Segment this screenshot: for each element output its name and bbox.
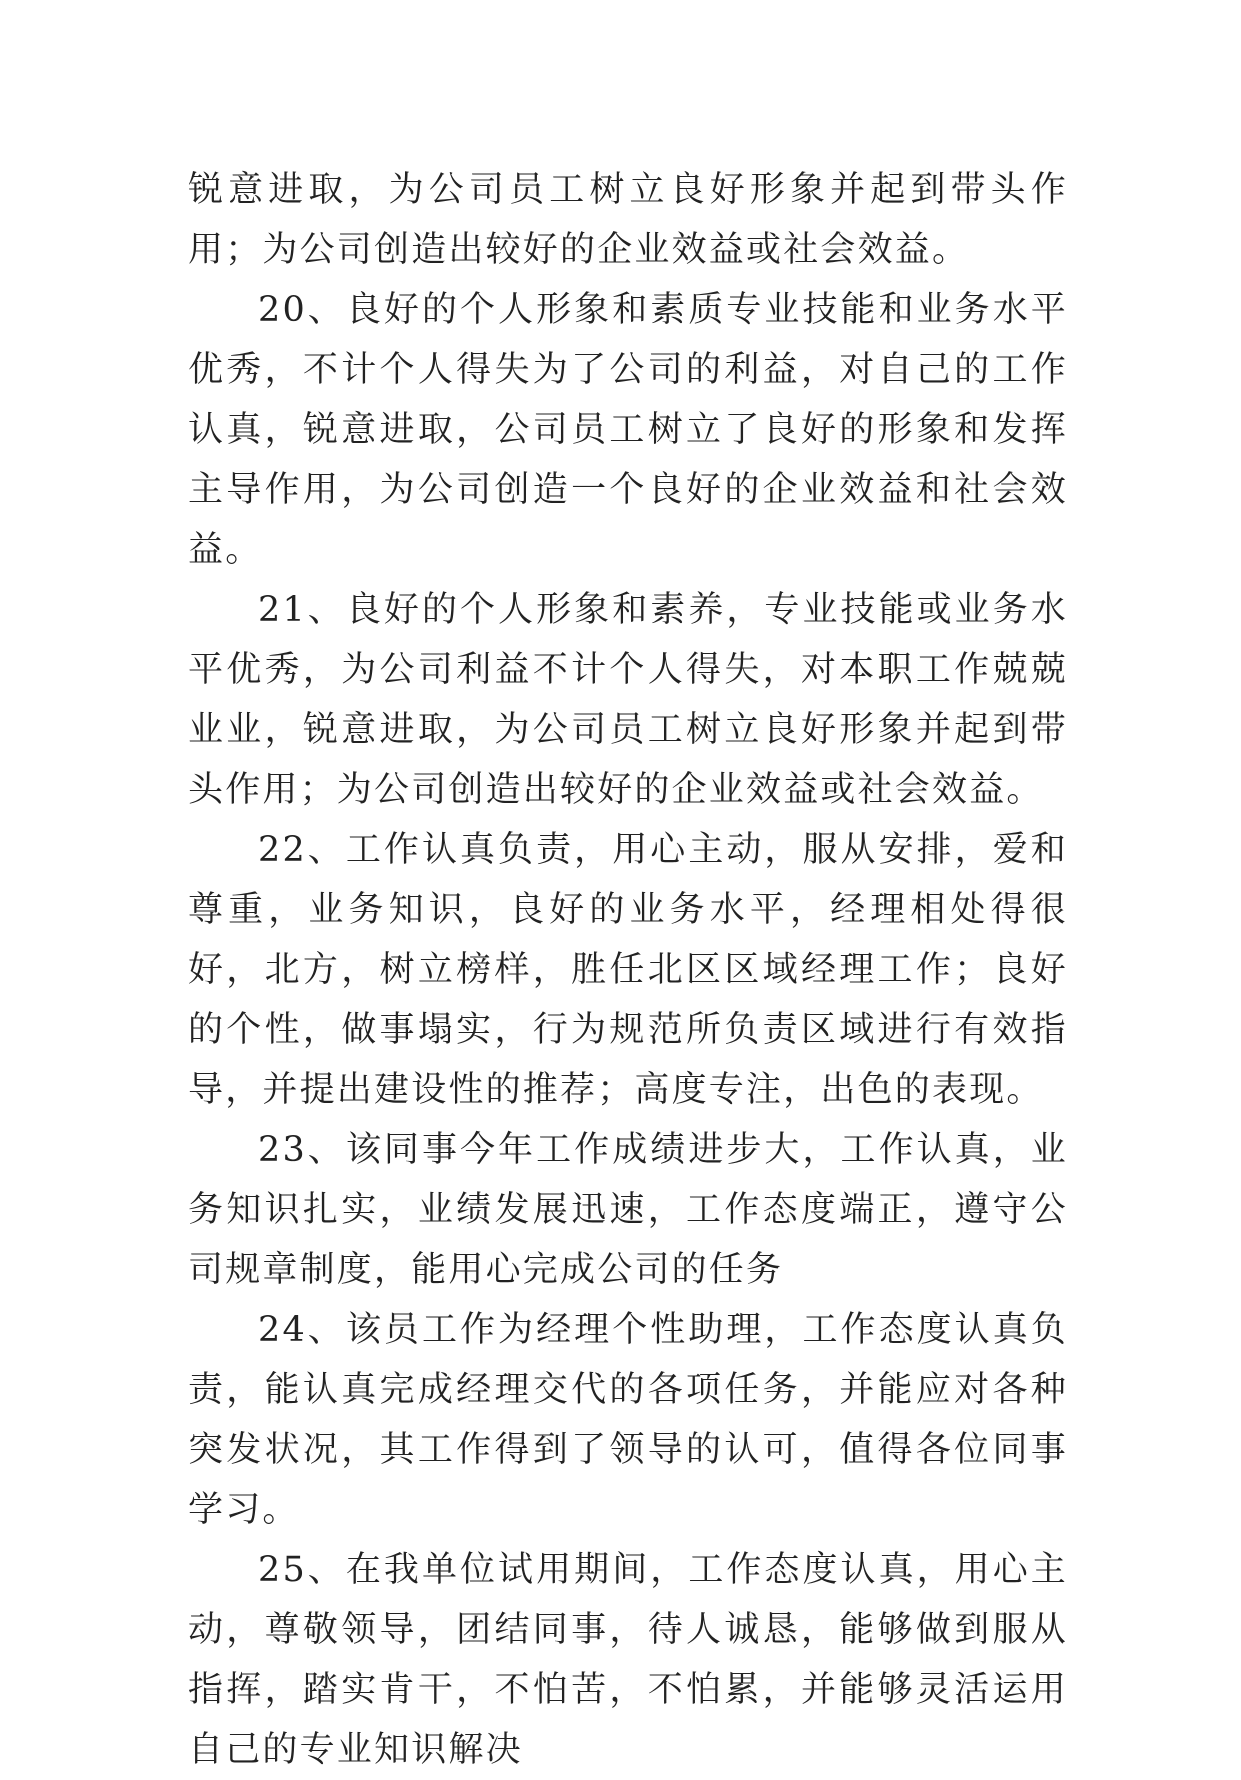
paragraph-20: 20、良好的个人形象和素质专业技能和业务水平优秀，不计个人得失为了公司的利益，对自己的工作认真，锐意进取，公司员工树立了良好的形象和发挥主导作用，为公司创造一个良好的企业效益和社会效益。: [188, 290, 1068, 570]
paragraph-19-continuation: 锐意进取，为公司员工树立良好形象并起到带头作用；为公司创造出较好的企业效益或社会效益。: [188, 170, 1068, 270]
paragraph-24: 24、该员工作为经理个性助理，工作态度认真负责，能认真完成经理交代的各项任务，并能应对各种突发状况，其工作得到了领导的认可，值得各位同事学习。: [188, 1310, 1068, 1530]
paragraph-22: 22、工作认真负责，用心主动，服从安排，爱和尊重，业务知识，良好的业务水平，经理相处得很好，北方，树立榜样，胜任北区区域经理工作；良好的个性，做事塌实，行为规范所负责区域进行有效指导，并提出建设性的推荐；高度专注，出色的表现。: [188, 830, 1068, 1110]
paragraph-25: 25、在我单位试用期间，工作态度认真，用心主动，尊敬领导，团结同事，待人诚恳，能够做到服从指挥，踏实肯干，不怕苦，不怕累，并能够灵活运用自己的专业知识解决: [188, 1550, 1068, 1770]
document-body: [188, 160, 1068, 1780]
paragraph-23: 23、该同事今年工作成绩进步大，工作认真，业务知识扎实，业绩发展迅速，工作态度端正，遵守公司规章制度，能用心完成公司的任务: [188, 1130, 1068, 1290]
paragraph-21: 21、良好的个人形象和素养，专业技能或业务水平优秀，为公司利益不计个人得失，对本职工作兢兢业业，锐意进取，为公司员工树立良好形象并起到带头作用；为公司创造出较好的企业效益或社会效益。: [188, 590, 1068, 810]
